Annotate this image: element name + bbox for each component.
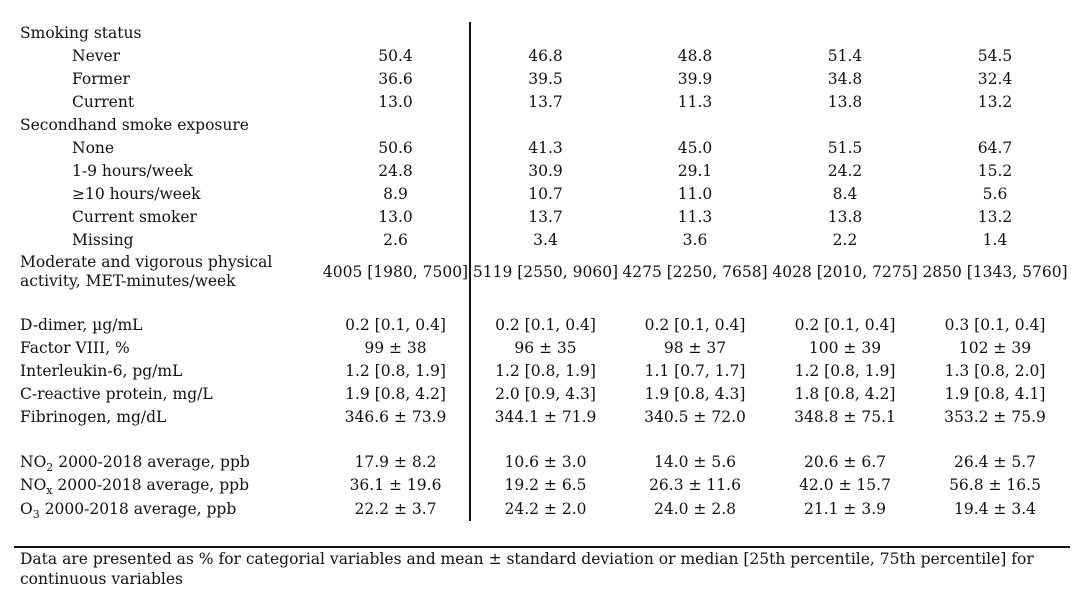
table-row bbox=[20, 360, 1070, 383]
cell: 10.7 bbox=[528, 185, 563, 203]
cell: 15.2 bbox=[977, 162, 1013, 180]
spacer-row bbox=[20, 292, 1070, 314]
cell: 32.4 bbox=[977, 70, 1013, 88]
row-label-no2: $NO_2$ 2000-2018 average, ppb bbox=[20, 453, 250, 475]
cell: 17.9 ± 8.2 bbox=[322, 451, 470, 474]
cell: 3.4 bbox=[533, 231, 558, 249]
cell: 19.4 ± 3.4 bbox=[953, 499, 1036, 518]
spacer-row bbox=[20, 429, 1070, 451]
cell: 36.1 ± 19.6 bbox=[322, 474, 470, 497]
cell: 4275 [2250, 7658] bbox=[622, 262, 768, 281]
cell: 100 ± 39 bbox=[808, 339, 882, 357]
table-footnote: Data are presented as % for categorial variables and mean ± standard deviation or median [25th percentile, 75th percentile] for continuous variables bbox=[20, 550, 1034, 588]
cell: 24.0 ± 2.8 bbox=[653, 499, 736, 518]
cell: 10.6 ± 3.0 bbox=[504, 453, 587, 471]
table-row bbox=[20, 406, 1070, 429]
cell: 8.4 bbox=[832, 185, 858, 203]
cell: 50.6 bbox=[322, 137, 470, 160]
table-row bbox=[20, 252, 1070, 292]
cell: 24.8 bbox=[322, 160, 470, 183]
table-row bbox=[20, 337, 1070, 360]
table-bottom-rule bbox=[14, 546, 1070, 548]
cell: 11.3 bbox=[677, 93, 713, 111]
cell: 344.1 ± 71.9 bbox=[494, 408, 597, 426]
table-row bbox=[20, 68, 1070, 91]
row-label: C-reactive protein, mg/L bbox=[20, 385, 213, 403]
row-label-o3: $O_3$ 2000-2018 average, ppb bbox=[20, 499, 237, 521]
cell: 13.7 bbox=[528, 93, 563, 111]
cell: 13.0 bbox=[322, 206, 470, 229]
cell: 5119 [2550, 9060] bbox=[472, 262, 619, 281]
cell: 353.2 ± 75.9 bbox=[944, 408, 1046, 426]
cell: 24.2 ± 2.0 bbox=[504, 499, 587, 518]
cell: 1.2 [0.8, 1.9] bbox=[794, 362, 896, 380]
cell: 20.6 ± 6.7 bbox=[803, 453, 886, 471]
cell: 50.4 bbox=[322, 45, 470, 68]
section-header: Secondhand smoke exposure bbox=[20, 116, 249, 134]
cell: 26.4 ± 5.7 bbox=[953, 453, 1036, 471]
cell: 3.6 bbox=[682, 231, 708, 249]
characteristics-table bbox=[20, 22, 1070, 521]
row-label: Moderate and vigorous physical activity, MET-minutes/week bbox=[20, 253, 273, 290]
table-row bbox=[20, 474, 1070, 497]
cell: 98 ± 37 bbox=[663, 339, 727, 357]
cell: 348.8 ± 75.1 bbox=[794, 408, 896, 426]
row-label: Never bbox=[72, 47, 121, 65]
cell: 13.2 bbox=[977, 208, 1013, 226]
table-row bbox=[20, 114, 1070, 137]
cell: 51.5 bbox=[827, 139, 863, 157]
table-row bbox=[20, 45, 1070, 68]
row-label: None bbox=[72, 139, 115, 157]
row-label: Interleukin-6, pg/mL bbox=[20, 362, 183, 380]
cell: 2.2 bbox=[832, 231, 858, 249]
table-row bbox=[20, 383, 1070, 406]
cell: 2850 [1343, 5760] bbox=[922, 262, 1068, 281]
cell: 22.2 ± 3.7 bbox=[322, 497, 470, 521]
cell: 2.0 [0.9, 4.3] bbox=[495, 385, 596, 403]
cell: 0.2 [0.1, 0.4] bbox=[794, 316, 896, 334]
cell: 4005 [1980, 7500] bbox=[322, 252, 470, 292]
cell: 0.2 [0.1, 0.4] bbox=[495, 316, 596, 334]
cell: 0.2 [0.1, 0.4] bbox=[322, 314, 470, 337]
cell: 1.9 [0.8, 4.1] bbox=[944, 385, 1046, 403]
cell: 21.1 ± 3.9 bbox=[803, 499, 886, 518]
cell: 13.7 bbox=[528, 208, 563, 226]
cell: 13.2 bbox=[977, 93, 1013, 111]
cell: 56.8 ± 16.5 bbox=[949, 476, 1041, 494]
cell: 54.5 bbox=[977, 47, 1013, 65]
cell: 5.6 bbox=[982, 185, 1008, 203]
table-row bbox=[20, 160, 1070, 183]
cell: 39.5 bbox=[528, 70, 563, 88]
cell: 34.8 bbox=[827, 70, 863, 88]
cell: 11.3 bbox=[677, 208, 713, 226]
row-label: Missing bbox=[72, 231, 134, 249]
cell: 24.2 bbox=[827, 162, 863, 180]
cell: 64.7 bbox=[977, 139, 1013, 157]
cell: 8.9 bbox=[322, 183, 470, 206]
cell: 14.0 ± 5.6 bbox=[653, 453, 736, 471]
cell: 29.1 bbox=[677, 162, 713, 180]
cell: 30.9 bbox=[528, 162, 563, 180]
cell: 0.2 [0.1, 0.4] bbox=[644, 316, 746, 334]
row-label: Current bbox=[72, 93, 135, 111]
cell: 1.9 [0.8, 4.2] bbox=[322, 383, 470, 406]
table-row bbox=[20, 206, 1070, 229]
section-header: Smoking status bbox=[20, 24, 142, 42]
cell: 0.3 [0.1, 0.4] bbox=[944, 316, 1046, 334]
table-row bbox=[20, 137, 1070, 160]
cell: 13.8 bbox=[827, 93, 863, 111]
table-row bbox=[20, 451, 1070, 474]
cell: 1.4 bbox=[982, 231, 1008, 249]
cell: 42.0 ± 15.7 bbox=[799, 476, 891, 494]
row-label: ≥10 hours/week bbox=[72, 185, 201, 203]
cell: 45.0 bbox=[677, 139, 713, 157]
table-row bbox=[20, 183, 1070, 206]
row-label: Current smoker bbox=[72, 208, 197, 226]
row-label: Fibrinogen, mg/dL bbox=[20, 408, 167, 426]
cell: 1.1 [0.7, 1.7] bbox=[644, 362, 746, 380]
cell: 1.9 [0.8, 4.3] bbox=[644, 385, 746, 403]
row-label: Former bbox=[72, 70, 130, 88]
cell: 11.0 bbox=[677, 185, 713, 203]
cell: 102 ± 39 bbox=[958, 339, 1032, 357]
cell: 99 ± 38 bbox=[322, 337, 470, 360]
cell: 346.6 ± 73.9 bbox=[322, 406, 470, 429]
cell: 13.8 bbox=[827, 208, 863, 226]
cell: 2.6 bbox=[322, 229, 470, 252]
table-row bbox=[20, 229, 1070, 252]
cell: 1.8 [0.8, 4.2] bbox=[794, 385, 896, 403]
cell: 13.0 bbox=[322, 91, 470, 114]
cell: 1.2 [0.8, 1.9] bbox=[495, 362, 596, 380]
cell: 51.4 bbox=[827, 47, 863, 65]
cell: 46.8 bbox=[528, 47, 563, 65]
cell: 41.3 bbox=[528, 139, 563, 157]
row-label-nox: $NO_x$ 2000-2018 average, ppb bbox=[20, 476, 250, 498]
table-row bbox=[20, 22, 1070, 45]
cell: 19.2 ± 6.5 bbox=[504, 476, 587, 494]
cell: 4028 [2010, 7275] bbox=[772, 262, 918, 281]
table-row bbox=[20, 314, 1070, 337]
row-label: 1-9 hours/week bbox=[72, 162, 193, 180]
cell: 48.8 bbox=[677, 47, 713, 65]
cell: 26.3 ± 11.6 bbox=[649, 476, 741, 494]
table-row bbox=[20, 91, 1070, 114]
table-row bbox=[20, 497, 1070, 521]
cell: 96 ± 35 bbox=[514, 339, 577, 357]
row-label: D-dimer, µg/mL bbox=[20, 316, 143, 334]
row-label: Factor VIII, % bbox=[20, 339, 130, 357]
cell: 1.3 [0.8, 2.0] bbox=[944, 362, 1046, 380]
cell: 36.6 bbox=[322, 68, 470, 91]
cell: 1.2 [0.8, 1.9] bbox=[322, 360, 470, 383]
cell: 39.9 bbox=[677, 70, 713, 88]
cell: 340.5 ± 72.0 bbox=[644, 408, 746, 426]
